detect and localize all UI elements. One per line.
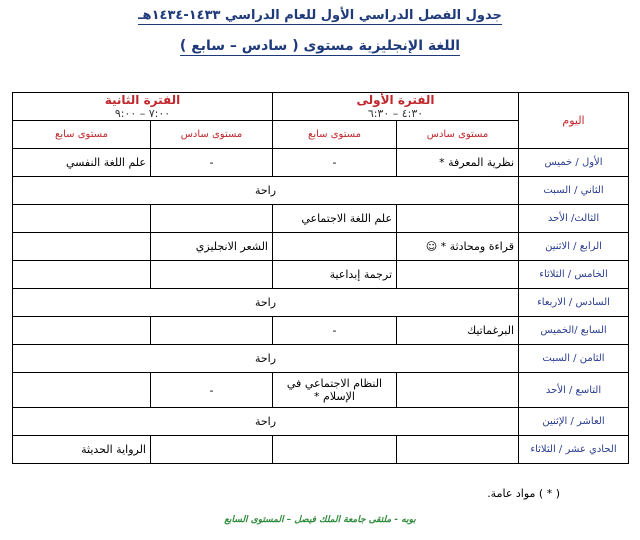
table-cell: - [151, 373, 273, 408]
schedule-table [12, 92, 629, 464]
table-cell [397, 205, 519, 233]
table-cell [13, 317, 151, 345]
period-2-name: الفترة الثانية [104, 92, 181, 107]
table-cell: الشعر الانجليزي [151, 233, 273, 261]
table-cell: البرغماتيك [397, 317, 519, 345]
day-label: الرابع / الاثنين [519, 233, 629, 261]
table-cell: النظام الاجتماعي في الإسلام * [273, 373, 397, 408]
table-row [13, 261, 629, 289]
day-label: الأول / خميس [519, 149, 629, 177]
table-cell: - [273, 317, 397, 345]
table-row [13, 289, 629, 317]
table-row [13, 436, 629, 464]
rest-cell: راحة [13, 408, 519, 436]
table-cell [397, 261, 519, 289]
day-label: الثالث/ الأحد [519, 205, 629, 233]
table-cell [151, 436, 273, 464]
table-cell [397, 436, 519, 464]
table-cell [151, 205, 273, 233]
table-cell [151, 261, 273, 289]
table-row [13, 373, 629, 408]
table-row [13, 149, 629, 177]
table-row [13, 177, 629, 205]
level-header: مستوى سادس [397, 121, 519, 149]
table-cell: ترجمة إبداعية [273, 261, 397, 289]
table-cell [397, 373, 519, 408]
table-cell: - [151, 149, 273, 177]
level-header: مستوى سابع [273, 121, 397, 149]
period-1-header [273, 93, 519, 121]
page-subtitle: اللغة الإنجليزية مستوى ( سادس – سابع ) [179, 38, 461, 54]
period-2-time: ٧:٠٠ – ٩:٠٠ [114, 106, 171, 120]
table-cell: علم اللغة النفسي [13, 149, 151, 177]
rest-cell: راحة [13, 345, 519, 373]
day-label: السابع /الخميس [519, 317, 629, 345]
rest-cell: راحة [13, 177, 519, 205]
table-row [13, 408, 629, 436]
table-cell [273, 233, 397, 261]
period-2-header [13, 93, 273, 121]
period-1-time: ٤:٣٠ – ٦:٣٠ [367, 106, 424, 120]
level-header: مستوى سابع [13, 121, 151, 149]
table-cell [13, 205, 151, 233]
table-cell: قراءة ومحادثة * ☺ [397, 233, 519, 261]
day-label: السادس / الاربعاء [519, 289, 629, 317]
day-label: الحادي عشر / الثلاثاء [519, 436, 629, 464]
day-label: التاسع / الأحد [519, 373, 629, 408]
general-subjects-note: ( * ) مواد عامة. [487, 487, 560, 500]
day-column-header: اليوم [519, 93, 629, 149]
day-label: الخامس / الثلاثاء [519, 261, 629, 289]
day-label: الثامن / السبت [519, 345, 629, 373]
table-cell [13, 233, 151, 261]
level-header: مستوى سادس [151, 121, 273, 149]
table-cell [13, 373, 151, 408]
period-1-name: الفترة الأولى [356, 92, 435, 107]
table-cell: الرواية الحديثة [13, 436, 151, 464]
table-header-row [13, 93, 629, 121]
table-cell: نظرية المعرفة * [397, 149, 519, 177]
footer-credit: بوبه - ملتقى جامعة الملك فيصل – المستوى السابع [224, 515, 416, 525]
rest-cell: راحة [13, 289, 519, 317]
day-label: العاشر / الإثنين [519, 408, 629, 436]
table-cell [13, 261, 151, 289]
table-cell [151, 317, 273, 345]
table-row [13, 345, 629, 373]
table-row [13, 205, 629, 233]
page-title: جدول الفصل الدراسي الأول للعام الدراسي ١٤٣٣-١٤٣٤هـ [138, 8, 502, 23]
table-cell: - [273, 149, 397, 177]
table-cell [273, 436, 397, 464]
day-label: الثاني / السبت [519, 177, 629, 205]
table-row [13, 317, 629, 345]
table-row [13, 233, 629, 261]
table-cell: علم اللغة الاجتماعي [273, 205, 397, 233]
